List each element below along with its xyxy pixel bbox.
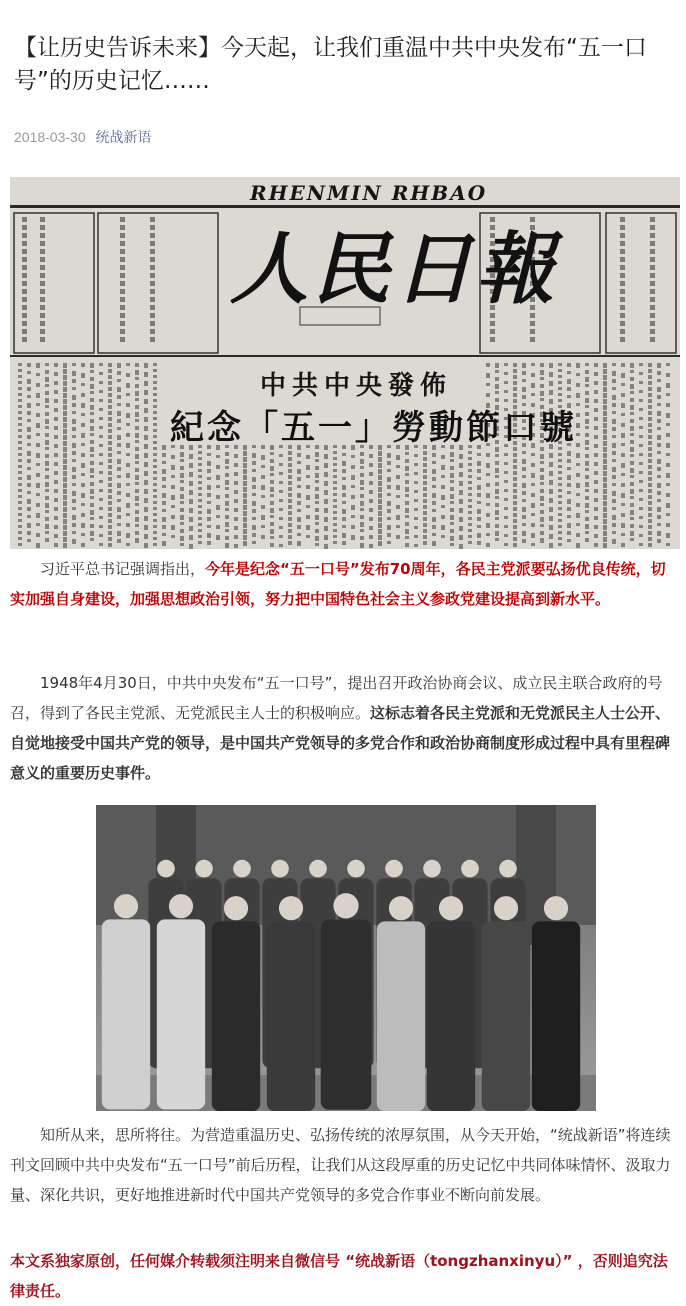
newspaper-image	[10, 177, 680, 549]
paragraph-1-text: 习近平总书记强调指出，	[40, 560, 206, 578]
article-title: 【让历史告诉未来】今天起，让我们重温中共中央发布“五一口号”的历史记忆……	[14, 35, 647, 94]
account-link[interactable]: 统战新语	[95, 129, 152, 145]
group-photo	[96, 805, 596, 1111]
paragraph-1	[10, 554, 680, 614]
newspaper-masthead: RHENMIN RHBAO	[250, 181, 488, 205]
paragraph-2-text: 1948年4月30日，中共中央发布“五一口号”，提出召开政治协商会议、成立民主联合政府的号召，得到了各民主党派、无党派民主人士的积极响应。	[10, 674, 663, 722]
paragraph-3: 知所从来，思所将往。为营造重温历史、弘扬传统的浓厚氛围，从今天开始，“统战新语”将连续刊文回顾中共中央发布“五一口号”前后历程，让我们从这段厚重的历史记忆中共同体味情怀、汲取力量、深化共识，更好地推进新时代中国共产党领导的多党合作事业不断向前发展。	[10, 1126, 671, 1204]
copyright-notice: 本文系独家原创，任何媒介转载须注明来自微信号 “统战新语（tongzhanxinyu）” ，否则追究法律责任。	[10, 1252, 668, 1300]
article-meta	[14, 127, 152, 147]
newspaper-headline-main: 紀念「五一」勞動節口號	[170, 408, 577, 448]
publish-date: 2018-03-30	[14, 129, 86, 145]
group-photo-drawing	[96, 805, 596, 1111]
paragraph-2-bold: 这标志着各民主党派和无党派民主人士公开、自觉地接受中国共产党的领导，是中国共产党领导的多党合作和政治协商制度形成过程中具有里程碑意义的重要历史事件。	[10, 704, 671, 782]
newspaper-headline-top: 中共中央發佈	[260, 371, 453, 401]
paragraph-2	[10, 668, 680, 788]
newspaper-logo: 人民日報	[230, 224, 559, 315]
paragraph-1-highlight: 今年是纪念“五一口号”发布70周年，各民主党派要弘扬优良传统，切实加强自身建设，加强思想政治引领，努力把中国特色社会主义参政党建设提高到新水平。	[10, 560, 666, 608]
